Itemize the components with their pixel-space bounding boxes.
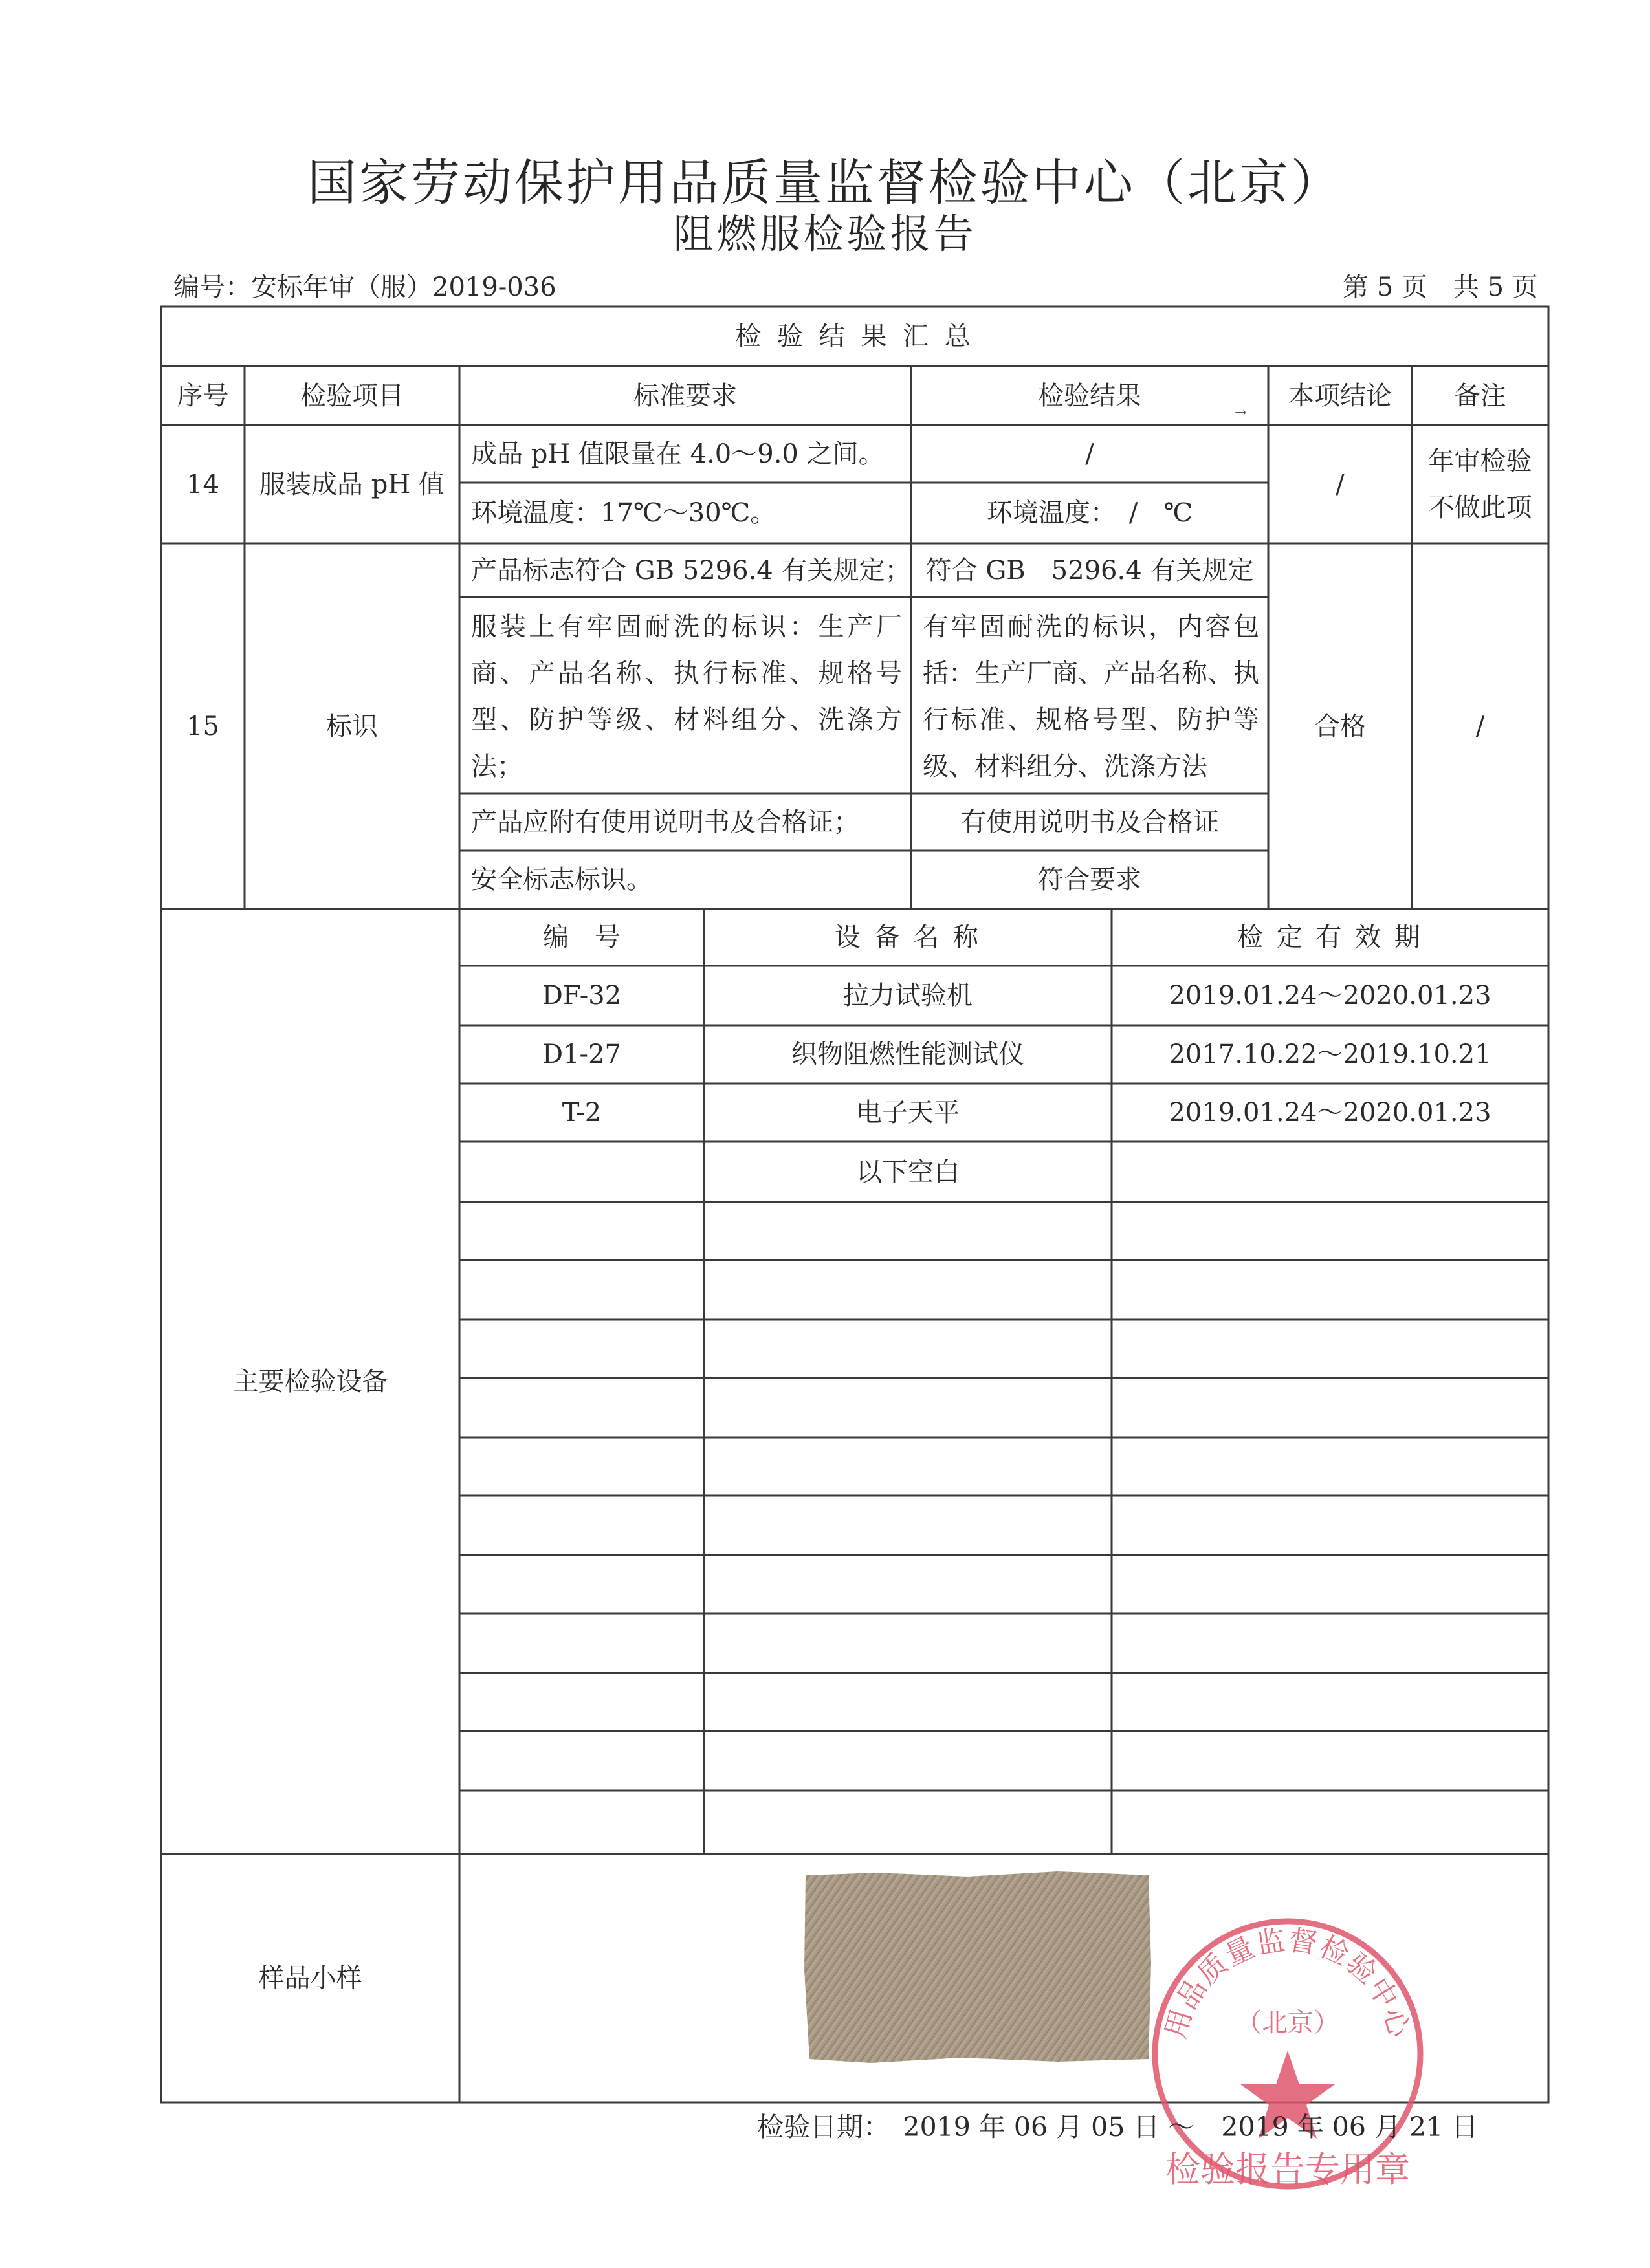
equipment-row-validity — [1112, 1142, 1548, 1202]
row15-conclusion: 合格 — [1314, 711, 1366, 741]
report-number: 编号：安标年审（服）2019-036 — [173, 272, 556, 302]
sample-label: 样品小样 — [258, 1963, 362, 1993]
equipment-row-name: 电子天平 — [856, 1098, 960, 1128]
equipment-row-validity: 2019.01.24～2020.01.23 — [1169, 1098, 1491, 1128]
svg-text:→: → — [1235, 405, 1247, 421]
row15-standard-1: 产品标志符合 GB 5296.4 有关规定； — [471, 555, 911, 585]
equipment-header-name: 设 备 名 称 — [834, 922, 982, 952]
equipment-row-code: D1-27 — [542, 1040, 621, 1069]
row15-no: 15 — [186, 711, 219, 741]
equipment-row-name: 织物阻燃性能测试仪 — [791, 1040, 1024, 1069]
equipment-row-name: 拉力试验机 — [843, 981, 973, 1010]
equipment-row-code — [459, 1142, 704, 1202]
header-no: 序号 — [177, 380, 229, 411]
fabric-swatch-image — [799, 1866, 1155, 2067]
row14-result-1: / — [1085, 439, 1094, 469]
row15-result-3: 有使用说明书及合格证 — [960, 807, 1219, 837]
equipment-row-code: DF-32 — [542, 981, 622, 1010]
row15-standard-2: 服装上有牢固耐洗的标识：生产厂商、产品名称、执行标准、规格号型、防护等级、材料组分、洗涤方法； — [471, 612, 902, 781]
equipment-header-validity: 检 定 有 效 期 — [1237, 922, 1423, 952]
row15-result-4: 符合要求 — [1038, 865, 1141, 895]
page-info: 第 5 页 共 5 页 — [1343, 272, 1538, 302]
official-seal-stamp — [1136, 1902, 1440, 2206]
header-remark: 备注 — [1454, 380, 1506, 411]
equipment-header-code: 编 号 — [543, 922, 621, 952]
inspection-date: 检验日期： 2019 年 06 月 05 日 ～ 2019 年 06 月 21 日 — [757, 2111, 1479, 2143]
row15-result-1: 符合 GB 5296.4 有关规定 — [925, 555, 1254, 585]
row15-standard-4: 安全标志标识。 — [471, 865, 652, 895]
seal-text-mid: （北京） — [1236, 2008, 1339, 2038]
row14-standard-2: 环境温度：17℃～30℃。 — [471, 498, 776, 528]
equipment-row-validity: 2019.01.24～2020.01.23 — [1169, 981, 1491, 1010]
row15-result-2: 有牢固耐洗的标识，内容包括：生产厂商、产品名称、执行标准、规格号型、防护等级、材料组分、洗涤方法 — [923, 612, 1259, 781]
blank-below-note: 以下空白 — [856, 1157, 960, 1187]
report-subtitle: 阻燃服检验报告 — [673, 210, 977, 257]
header-result: 检验结果 — [1038, 380, 1141, 411]
row15-item: 标识 — [326, 711, 378, 741]
row15-remark: / — [1475, 711, 1485, 741]
report-title: 国家劳动保护用品质量监督检验中心（北京） — [307, 154, 1343, 212]
row14-remark: 年审检验不做此项 — [1428, 446, 1532, 523]
summary-title: 检 验 结 果 汇 总 — [735, 322, 974, 351]
row14-standard-1: 成品 pH 值限量在 4.0～9.0 之间。 — [471, 439, 885, 469]
row14-conclusion: / — [1336, 469, 1345, 499]
row14-no: 14 — [186, 469, 219, 499]
equipment-label: 主要检验设备 — [232, 1366, 388, 1397]
row15-standard-3: 产品应附有使用说明书及合格证； — [471, 807, 859, 837]
header-standard: 标准要求 — [633, 380, 737, 411]
row14-item: 服装成品 pH 值 — [259, 469, 445, 499]
equipment-row-code: T-2 — [562, 1098, 602, 1128]
seal-text-top: 用品质量监督检验中心 — [1159, 1923, 1416, 2042]
header-item: 检验项目 — [300, 380, 404, 411]
row14-result-2: 环境温度： / ℃ — [986, 498, 1193, 528]
seal-text-bottom: 检验报告专用章 — [1165, 2149, 1410, 2190]
header-conclusion: 本项结论 — [1288, 380, 1392, 411]
equipment-row-validity: 2017.10.22～2019.10.21 — [1169, 1040, 1491, 1069]
